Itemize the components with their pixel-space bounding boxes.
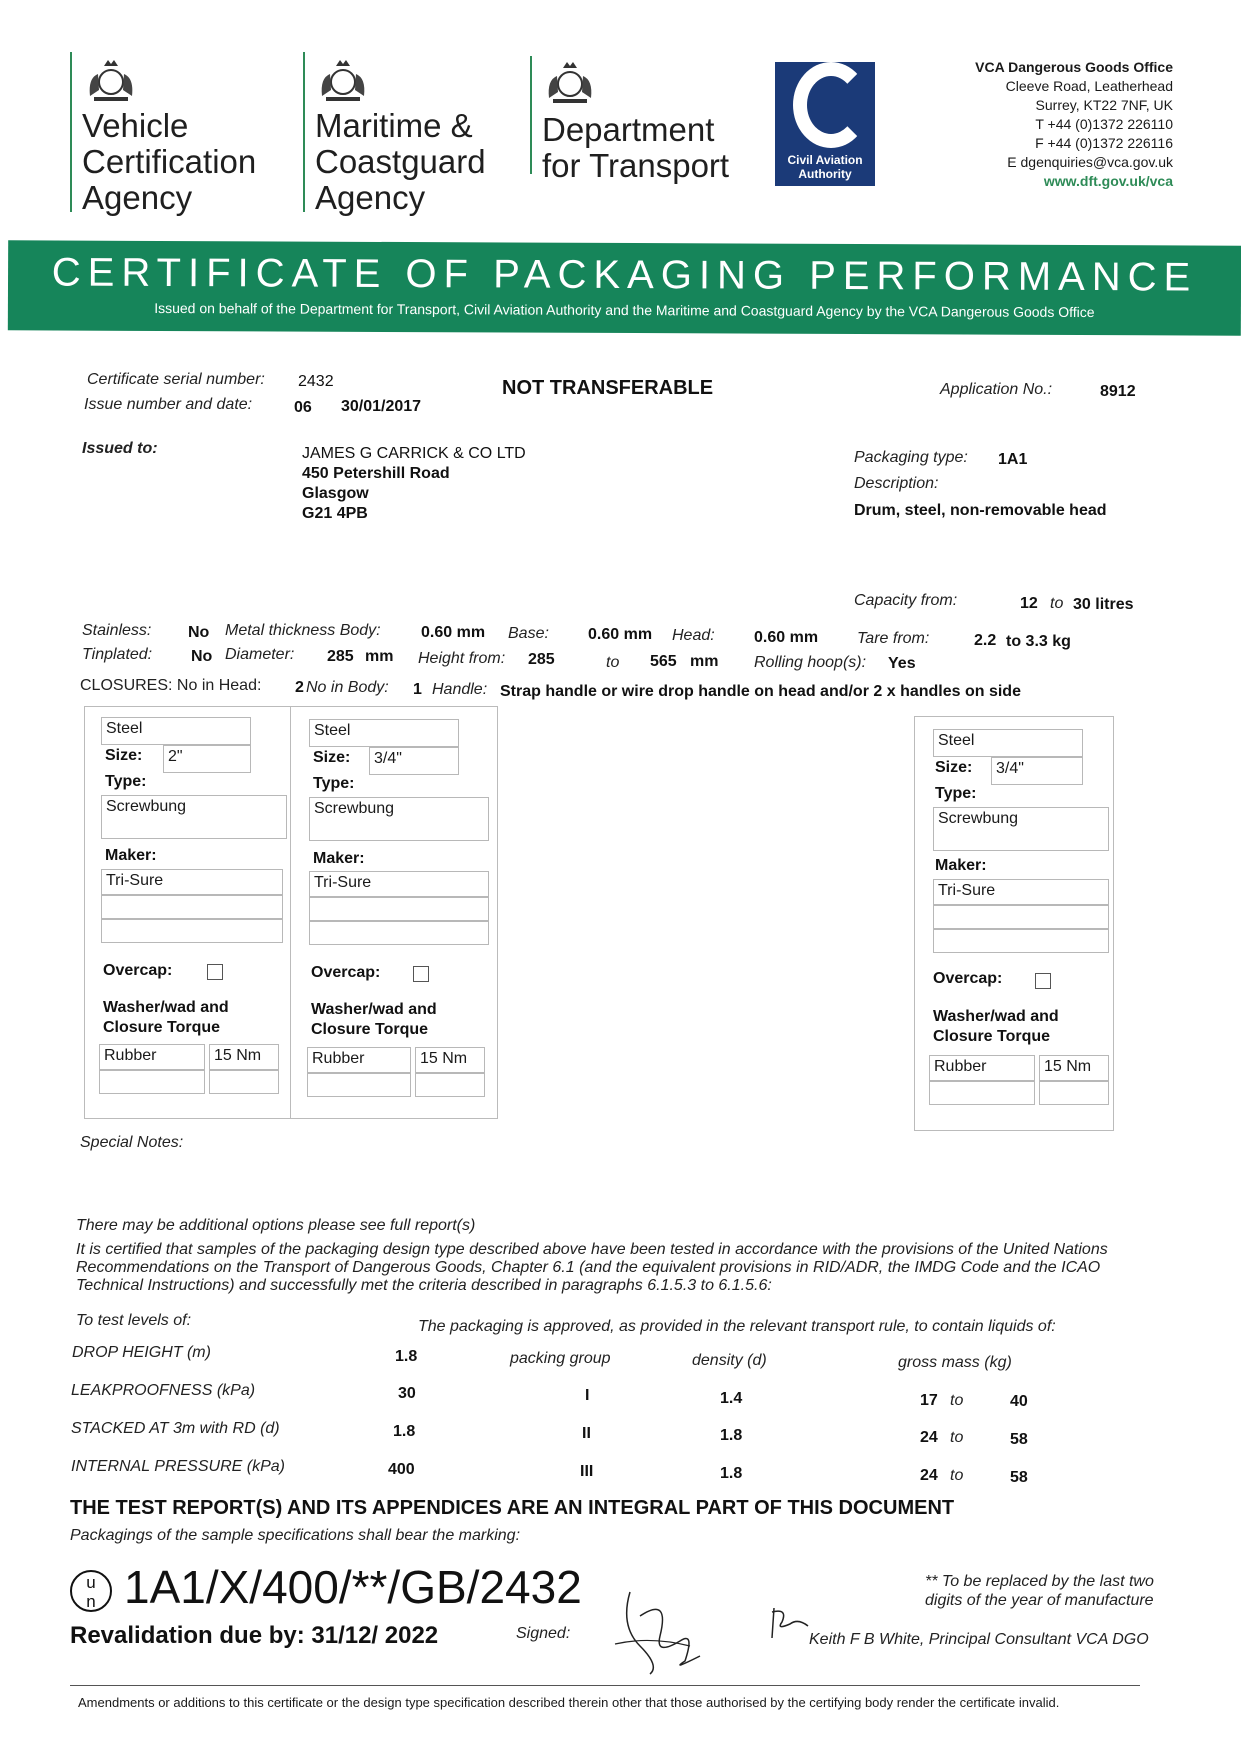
signatory-name: Keith F B White, Principal Consultant VCA DGO [809,1631,1149,1648]
tare-from: 2.2 [974,632,997,649]
gross-mass-to-label: to [950,1429,964,1446]
signed-label: Signed: [516,1625,571,1642]
density-value: 1.4 [720,1390,743,1407]
metal-body-label: Metal thickness Body: [225,622,381,639]
application-number: 8912 [1100,383,1136,400]
closure-material: Steel [309,719,459,747]
test-value: 1.8 [395,1348,418,1365]
test-name: INTERNAL PRESSURE (kPa) [71,1458,285,1475]
un-marking [70,1560,582,1614]
closure-panel-3 [914,716,1114,1131]
issue-number: 06 [294,399,312,416]
density-header: density (d) [692,1352,767,1369]
closure-torque-extra [1039,1081,1109,1105]
serial-number: 2432 [298,373,334,390]
stainless-value: No [188,624,210,641]
office-title: VCA Dangerous Goods Office [975,59,1173,75]
certificate-title: CERTIFICATE OF PACKAGING PERFORMANCE [51,250,1198,300]
closure-torque: 15 Nm [1039,1055,1109,1081]
test-value: 400 [388,1461,415,1478]
footer-divider [70,1685,1140,1686]
office-fax: F +44 (0)1372 226116 [1035,135,1173,151]
overcap-label: Overcap: [933,970,1003,987]
handle-label: Handle: [432,681,488,698]
caa-label: Authority [798,167,852,181]
closure-panel-1 [84,706,291,1119]
packing-group: II [582,1425,591,1442]
description: Drum, steel, non-removable head [854,502,1107,519]
tare-to: to 3.3 kg [1006,633,1071,650]
test-levels-label: To test levels of: [76,1312,192,1329]
application-label: Application No.: [940,381,1053,398]
overcap-checkbox[interactable] [207,964,223,980]
packaging-type: 1A1 [998,451,1028,468]
closure-type: Screwbung [101,795,287,839]
packing-group: III [580,1463,594,1480]
closure-material: Steel [101,717,251,745]
closure-size-label: Size: [313,749,351,766]
overcap-checkbox[interactable] [1035,973,1051,989]
test-name: DROP HEIGHT (m) [72,1344,211,1361]
closure-size: 2" [163,745,251,773]
office-website-link[interactable]: www.dft.gov.uk/vca [1043,173,1173,189]
density-value: 1.8 [720,1427,743,1444]
closure-size: 3/4" [991,757,1083,785]
base-label: Base: [508,625,549,642]
special-notes-label: Special Notes: [80,1134,184,1151]
closure-torque-extra [415,1073,485,1097]
closure-maker-extra [309,897,489,921]
packaging-type-label: Packaging type: [854,449,968,466]
serial-label: Certificate serial number: [87,371,265,388]
capacity-to: 30 litres [1073,596,1134,613]
caa-logo [775,62,875,186]
gross-mass-header: gross mass (kg) [898,1354,1012,1371]
closure-maker: Tri-Sure [101,869,283,895]
marking-label: Packagings of the sample specifications shall bear the marking: [70,1527,521,1544]
closure-maker-extra [101,895,283,919]
agency-name-dft: Department for Transport [542,111,730,184]
capacity-to-label: to [1050,595,1064,612]
washer-material-extra [929,1081,1035,1105]
un-symbol-icon: u n [70,1570,112,1612]
washer-material: Rubber [99,1044,205,1070]
closure-size-label: Size: [935,759,973,776]
tare-label: Tare from: [857,630,930,647]
closure-size: 3/4" [369,747,459,775]
description-label: Description: [854,475,939,492]
closure-panel-2 [291,706,498,1119]
office-address-line: Cleeve Road, Leatherhead [1005,78,1173,94]
test-name: LEAKPROOFNESS (kPa) [71,1382,256,1399]
gross-mass-to-label: to [950,1467,964,1484]
closure-material: Steel [933,729,1083,757]
address-line: 450 Petershill Road [302,465,450,482]
gross-mass-to: 58 [1010,1431,1028,1448]
gross-mass-from: 17 [920,1392,938,1409]
diameter-unit: mm [365,648,394,665]
certificate-banner [8,240,1241,335]
packing-group-header: packing group [510,1350,611,1367]
office-address [975,58,1173,191]
closure-maker-extra [101,919,283,943]
office-address-line: Surrey, KT22 7NF, UK [1035,97,1173,113]
closure-type-label: Type: [935,785,977,802]
closure-torque-extra [209,1070,279,1094]
no-in-body-label: No in Body: [306,679,389,696]
caa-label: Civil Aviation [787,153,863,167]
closure-maker: Tri-Sure [933,879,1109,905]
not-transferable: NOT TRANSFERABLE [502,377,714,399]
rolling-hoop-value: Yes [888,655,916,672]
marking-code: 1A1/X/400/**/GB/2432 [124,1561,582,1613]
address-line: G21 4PB [302,505,368,522]
head-value: 0.60 mm [754,629,819,646]
base-value: 0.60 mm [588,626,653,643]
caa-arc-icon [793,62,869,148]
royal-crest-icon [543,58,597,106]
packing-group: I [585,1387,590,1404]
royal-crest-icon [316,56,370,104]
closure-type: Screwbung [933,807,1109,851]
tinplated-value: No [191,648,213,665]
initials-icon [768,1604,812,1644]
closure-torque: 15 Nm [415,1047,485,1073]
closure-type-label: Type: [313,775,355,792]
issue-date: 30/01/2017 [341,398,422,415]
rolling-hoop-label: Rolling hoop(s): [754,654,867,671]
metal-body-value: 0.60 mm [421,624,486,641]
closure-maker-extra [933,905,1109,929]
tinplated-label: Tinplated: [82,646,153,663]
approved-statement: The packaging is approved, as provided in the relevant transport rule, to contain liquids of: [418,1318,1056,1335]
height-from: 285 [528,651,555,668]
closure-torque: 15 Nm [209,1044,279,1070]
no-in-body: 1 [413,681,422,698]
closure-maker-label: Maker: [105,847,157,864]
height-to: 565 [650,653,677,670]
closure-maker-extra [309,921,489,945]
integral-statement: THE TEST REPORT(S) AND ITS APPENDICES ARE AN INTEGRAL PART OF THIS DOCUMENT [70,1497,955,1519]
closure-type: Screwbung [309,797,489,841]
gross-mass-from: 24 [920,1429,938,1446]
test-value: 30 [398,1385,416,1402]
overcap-checkbox[interactable] [413,966,429,982]
washer-label: Washer/wad and Closure Torque [933,1008,1059,1045]
issued-to-label: Issued to: [82,440,158,457]
agency-name-mca: Maritime & Coastguard Agency [315,107,486,216]
gross-mass-from: 24 [920,1467,938,1484]
closure-maker: Tri-Sure [309,871,489,897]
address-line: JAMES G CARRICK & CO LTD [302,445,526,462]
height-label: Height from: [418,650,506,667]
test-name: STACKED AT 3m with RD (d) [71,1420,280,1437]
closure-type-label: Type: [105,773,147,790]
closure-maker-label: Maker: [935,857,987,874]
height-unit: mm [690,653,719,670]
overcap-label: Overcap: [311,964,381,981]
closure-maker-extra [933,929,1109,953]
additional-options-note: There may be additional options please see full report(s) [76,1217,476,1234]
washer-material-extra [307,1073,411,1097]
gross-mass-to: 58 [1010,1469,1028,1486]
signature-icon [610,1586,710,1678]
height-to-label: to [606,654,620,671]
diameter-value: 285 [327,648,354,665]
agency-name-vca: Vehicle Certification Agency [82,107,257,216]
handle-value: Strap handle or wire drop handle on head and/or 2 x handles on side [500,683,1021,700]
washer-material: Rubber [929,1055,1035,1081]
overcap-label: Overcap: [103,962,173,979]
stainless-label: Stainless: [82,622,152,639]
capacity-from: 12 [1020,595,1038,612]
density-value: 1.8 [720,1465,743,1482]
gross-mass-to-label: to [950,1392,964,1409]
issued-to-address [302,444,526,524]
gross-mass-to: 40 [1010,1393,1028,1410]
address-line: Glasgow [302,485,369,502]
no-in-head: 2 [295,679,304,696]
test-value: 1.8 [393,1423,416,1440]
certificate-subtitle: Issued on behalf of the Department for Transport, Civil Aviation Authority and the Maritime and Coastguard Agency by the VCA Dangerous Goods Office [154,299,1095,321]
capacity-label: Capacity from: [854,592,958,609]
washer-material-extra [99,1070,205,1094]
washer-material: Rubber [307,1047,411,1073]
closures-label: CLOSURES: No in Head: [80,677,262,694]
washer-label: Washer/wad and Closure Torque [103,999,229,1036]
diameter-label: Diameter: [225,646,295,663]
closure-maker-label: Maker: [313,850,365,867]
head-label: Head: [672,627,715,644]
footer-disclaimer: Amendments or additions to this certificate or the design type specification described therein other that those authorised by the certifying body render the certificate invalid. [78,1695,1060,1710]
certification-statement: It is certified that samples of the packaging design type described above have been tested in accordance with the provisions of the United Nations Recommendations on the Transport of Dangerous Goods, Chapter 6.1 (and the equivalent provisions in RID/ADR, the IMDG Code and the ICAO Technical Instructions) and successfully met the criteria described in paragraphs 6.1.5.3 to 6.1.5.6: [76,1241,1108,1294]
washer-label: Washer/wad and Closure Torque [311,1001,437,1038]
royal-crest-icon [84,56,138,104]
closure-size-label: Size: [105,747,143,764]
office-email[interactable]: E dgenquiries@vca.gov.uk [1007,154,1173,170]
revalidation-date: Revalidation due by: 31/12/ 2022 [70,1622,439,1649]
replace-note: ** To be replaced by the last two digits of the year of manufacture [925,1573,1154,1609]
office-tel: T +44 (0)1372 226110 [1035,116,1173,132]
issue-label: Issue number and date: [84,396,253,413]
